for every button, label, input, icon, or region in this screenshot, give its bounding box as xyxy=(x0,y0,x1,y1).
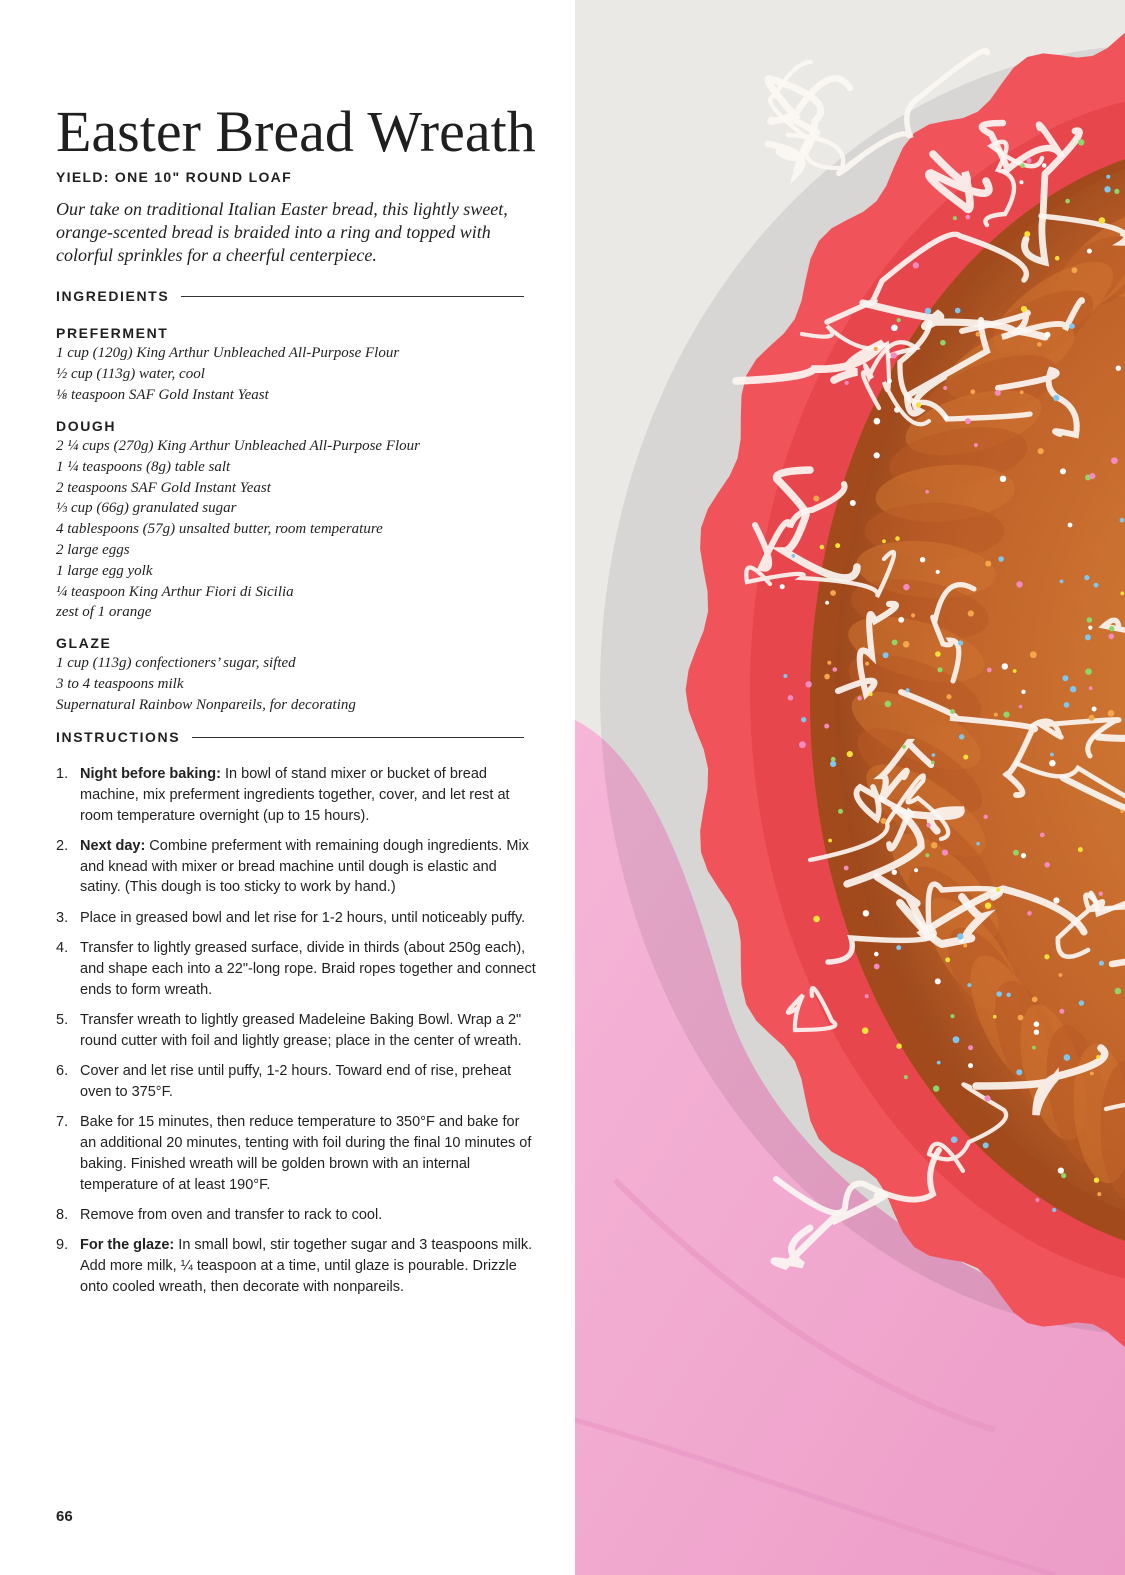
nonpareil xyxy=(933,1085,939,1091)
instruction-step xyxy=(56,836,536,898)
ingredient-item: 2 teaspoons SAF Gold Instant Yeast xyxy=(56,479,271,496)
nonpareil xyxy=(885,701,892,708)
nonpareil xyxy=(863,910,869,916)
nonpareil xyxy=(1055,256,1060,261)
nonpareil xyxy=(1058,1168,1064,1174)
nonpareil xyxy=(874,452,880,458)
nonpareil xyxy=(898,617,904,623)
nonpareil xyxy=(813,916,820,923)
nonpareil xyxy=(985,903,991,909)
nonpareil xyxy=(1007,993,1011,997)
nonpareil xyxy=(920,557,925,562)
preferment-list xyxy=(56,343,536,405)
instructions-heading-label: INSTRUCTIONS xyxy=(56,729,181,745)
dough-heading: DOUGH xyxy=(56,418,117,434)
nonpareil xyxy=(998,556,1004,562)
nonpareil xyxy=(984,815,988,819)
ingredient-item: 2 large eggs xyxy=(56,541,130,558)
step-number: 9. xyxy=(56,1237,69,1254)
ingredient-item: 1 large egg yolk xyxy=(56,562,153,579)
nonpareil xyxy=(1013,669,1017,673)
nonpareil xyxy=(963,944,967,948)
nonpareil xyxy=(1089,686,1093,690)
nonpareil xyxy=(935,651,941,657)
nonpareil xyxy=(882,539,886,543)
nonpareil xyxy=(1040,833,1045,838)
nonpareil xyxy=(1049,760,1055,766)
glaze-list xyxy=(56,653,536,715)
nonpareil xyxy=(1072,267,1078,273)
nonpareil xyxy=(1013,850,1019,856)
step-number: 6. xyxy=(56,1063,69,1080)
nonpareil xyxy=(1090,1072,1094,1076)
nonpareil xyxy=(897,318,901,322)
glaze-heading: GLAZE xyxy=(56,635,112,651)
nonpareil xyxy=(1027,911,1032,916)
nonpareil xyxy=(904,1075,908,1079)
nonpareil xyxy=(1106,175,1110,179)
nonpareil xyxy=(931,842,937,848)
step-text: In small bowl, stir together sugar and 3 teaspoons milk. Add more milk, ¼ teaspoon at a time, until glaze is pourable. Drizzle onto cooled wreath, then decorate with nonpareils. xyxy=(80,1237,533,1295)
nonpareil xyxy=(896,1043,902,1049)
recipe-intro: Our take on traditional Italian Easter bread, this lightly sweet, orange-scented bread is braided into a ring and topped with colorful sprinkles for a cheerful centerpiece. xyxy=(56,199,508,265)
instruction-step xyxy=(56,1112,536,1195)
nonpareil xyxy=(987,668,992,673)
nonpareil xyxy=(911,613,915,617)
nonpareil xyxy=(892,640,898,646)
nonpareil xyxy=(883,652,889,658)
step-text: In bowl of stand mixer or bucket of bread machine, mix preferment ingredients together, cover, and let rest at room temperature overnight (up to 15 hours). xyxy=(80,766,510,824)
step-lead: Next day: xyxy=(80,837,146,854)
nonpareil xyxy=(1111,457,1118,464)
nonpareil xyxy=(1065,199,1070,204)
nonpareil xyxy=(1084,575,1089,580)
nonpareil xyxy=(813,496,819,502)
nonpareil xyxy=(946,694,951,699)
nonpareil xyxy=(1096,1055,1100,1059)
nonpareil xyxy=(940,340,946,346)
nonpareil xyxy=(955,308,961,314)
step-text: Place in greased bowl and let rise for 1-2 hours, until noticeably puffy. xyxy=(80,909,526,926)
nonpareil xyxy=(874,952,879,957)
nonpareil xyxy=(1042,163,1047,168)
nonpareil xyxy=(958,640,963,645)
nonpareil xyxy=(974,443,978,447)
ingredient-item: ⅛ teaspoon SAF Gold Instant Yeast xyxy=(56,386,269,403)
nonpareil xyxy=(996,888,1000,892)
ingredient-item: ½ cup (113g) water, cool xyxy=(56,365,205,382)
step-text: Transfer to lightly greased surface, divide in thirds (about 250g each), and shape each into a 22"-long rope. Braid ropes together and connect ends to form wreath. xyxy=(80,940,536,998)
nonpareil xyxy=(985,561,991,567)
nonpareil xyxy=(1088,626,1092,630)
nonpareil xyxy=(995,390,1001,396)
nonpareil xyxy=(1019,180,1023,184)
nonpareil xyxy=(896,945,901,950)
nonpareil xyxy=(1087,617,1093,623)
nonpareil xyxy=(1064,1054,1071,1061)
nonpareil xyxy=(976,332,981,337)
nonpareil xyxy=(1062,675,1068,681)
ingredient-item: 3 to 4 teaspoons milk xyxy=(56,675,184,692)
step-text: Remove from oven and transfer to rack to cool. xyxy=(80,1206,383,1223)
nonpareil xyxy=(1032,997,1038,1003)
nonpareil xyxy=(1024,231,1030,237)
nonpareil xyxy=(970,389,975,394)
nonpareil xyxy=(825,601,829,605)
nonpareil xyxy=(824,674,830,680)
ingredient-item: ⅓ cup (66g) granulated sugar xyxy=(56,500,237,517)
nonpareil xyxy=(967,983,971,987)
instruction-step xyxy=(56,908,536,929)
nonpareil xyxy=(942,850,948,856)
nonpareil xyxy=(1000,476,1006,482)
step-number: 7. xyxy=(56,1114,69,1131)
nonpareil xyxy=(788,695,794,701)
nonpareil xyxy=(1021,690,1025,694)
nonpareil xyxy=(1120,518,1125,523)
nonpareil xyxy=(932,753,936,757)
nonpareil xyxy=(1053,395,1059,401)
nonpareil xyxy=(828,839,832,843)
nonpareil xyxy=(865,994,869,998)
nonpareil xyxy=(874,964,880,970)
ingredient-item: 1 cup (120g) King Arthur Unbleached All-Purpose Flour xyxy=(56,345,400,361)
step-number: 4. xyxy=(56,940,69,957)
nonpareil xyxy=(1114,189,1119,194)
nonpareil xyxy=(799,741,806,748)
nonpareil xyxy=(824,724,829,729)
nonpareil xyxy=(950,709,955,714)
step-number: 2. xyxy=(56,837,69,854)
nonpareil xyxy=(1044,862,1050,868)
nonpareil xyxy=(953,1036,960,1043)
nonpareil xyxy=(902,745,906,749)
ingredient-item: 4 tablespoons (57g) unsalted butter, room temperature xyxy=(56,521,383,538)
nonpareil xyxy=(968,1045,973,1050)
nonpareil xyxy=(835,543,840,548)
nonpareil xyxy=(783,674,787,678)
nonpareil xyxy=(891,325,898,332)
instructions-rule xyxy=(192,737,524,738)
nonpareil xyxy=(926,823,931,828)
step-text: Combine preferment with remaining dough ingredients. Mix and knead with mixer or bread machine until dough is elastic and satiny. (This dough is too sticky to work by hand.) xyxy=(80,837,529,896)
instruction-step xyxy=(56,1061,536,1103)
nonpareil xyxy=(1104,186,1110,192)
nonpareil xyxy=(780,584,785,589)
nonpareil xyxy=(1016,581,1022,587)
nonpareil xyxy=(1052,1208,1056,1212)
nonpareil xyxy=(936,570,940,574)
nonpareil xyxy=(965,418,971,424)
nonpareil xyxy=(957,933,963,939)
nonpareil xyxy=(1026,158,1031,163)
instruction-step xyxy=(56,1235,536,1297)
instruction-step xyxy=(56,938,536,1000)
nonpareil xyxy=(820,545,825,550)
nonpareil xyxy=(993,1015,997,1019)
nonpareil xyxy=(1109,626,1114,631)
nonpareil xyxy=(1035,1198,1039,1202)
nonpareil xyxy=(1044,954,1049,959)
nonpareil xyxy=(1032,1046,1036,1050)
nonpareil xyxy=(865,662,869,666)
nonpareil xyxy=(963,755,968,760)
recipe-title: Easter Bread Wreath xyxy=(56,99,536,164)
nonpareil xyxy=(847,751,853,757)
nonpareil xyxy=(1079,1000,1084,1005)
wreath-photo xyxy=(575,0,1125,1575)
nonpareil xyxy=(891,352,897,358)
recipe-yield: YIELD: ONE 10" ROUND LOAF xyxy=(56,169,292,185)
nonpareil xyxy=(1087,249,1092,254)
nonpareil xyxy=(951,1136,958,1143)
nonpareil xyxy=(894,407,900,413)
step-text: Transfer wreath to lightly greased Madeleine Baking Bowl. Wrap a 2" round cutter with foil and lightly grease; place in the center of wreath. xyxy=(80,1011,522,1049)
nonpareil xyxy=(925,853,929,857)
nonpareil xyxy=(1094,583,1099,588)
ingredients-rule xyxy=(181,296,524,297)
nonpareil xyxy=(1094,1178,1099,1183)
nonpareil xyxy=(1002,663,1008,669)
nonpareil xyxy=(1018,1015,1024,1021)
nonpareil xyxy=(862,1027,869,1034)
ingredient-item: 1 ¼ teaspoons (8g) table salt xyxy=(56,458,231,475)
nonpareil xyxy=(1021,853,1026,858)
instruction-step xyxy=(56,764,536,826)
ingredient-item: zest of 1 orange xyxy=(56,604,152,621)
nonpareil xyxy=(1034,1021,1040,1027)
nonpareil xyxy=(1069,323,1075,329)
nonpareil xyxy=(833,667,838,672)
nonpareil xyxy=(914,868,918,872)
ingredient-item: 1 cup (113g) confectioners’ sugar, sifted xyxy=(56,655,296,671)
ingredient-item: Supernatural Rainbow Nonpareils, for decorating xyxy=(56,696,356,713)
ingredients-heading-label: INGREDIENTS xyxy=(56,288,170,304)
nonpareil xyxy=(1037,342,1042,347)
nonpareil xyxy=(968,610,974,616)
nonpareil xyxy=(906,688,910,692)
nonpareil xyxy=(895,536,900,541)
preferment-heading: PREFERMENT xyxy=(56,325,169,341)
instruction-step xyxy=(56,1205,536,1226)
nonpareil xyxy=(844,866,849,871)
nonpareil xyxy=(959,734,964,739)
nonpareil xyxy=(1050,753,1054,757)
nonpareil xyxy=(916,402,921,407)
nonpareil xyxy=(903,641,910,648)
nonpareil xyxy=(1120,592,1124,596)
nonpareil xyxy=(1070,686,1076,692)
step-text: Cover and let rise until puffy, 1-2 hours. Toward end of rise, preheat oven to 375°F. xyxy=(80,1063,512,1100)
nonpareil xyxy=(966,215,971,220)
nonpareil xyxy=(1078,139,1084,145)
nonpareil xyxy=(1092,707,1097,712)
nonpareil xyxy=(983,1142,989,1148)
nonpareil xyxy=(903,584,909,590)
nonpareil xyxy=(925,490,929,494)
nonpareil xyxy=(892,870,897,875)
ingredient-item: ¼ teaspoon King Arthur Fiori di Sicilia xyxy=(56,583,294,600)
nonpareil xyxy=(874,418,881,425)
nonpareil xyxy=(827,661,831,665)
step-number: 1. xyxy=(56,766,69,782)
nonpareil xyxy=(913,262,919,268)
step-number: 8. xyxy=(56,1206,69,1223)
nonpareil xyxy=(945,957,950,962)
nonpareil xyxy=(1053,897,1059,903)
nonpareil xyxy=(792,554,796,558)
nonpareil xyxy=(845,381,849,385)
nonpareil xyxy=(857,696,861,700)
nonpareil xyxy=(1020,163,1025,168)
nonpareil xyxy=(1085,668,1092,675)
nonpareil xyxy=(937,667,942,672)
nonpareil xyxy=(1016,1069,1022,1075)
nonpareil xyxy=(1060,468,1066,474)
nonpareil xyxy=(1003,712,1009,718)
instruction-steps xyxy=(56,764,536,1307)
nonpareil xyxy=(931,761,935,765)
nonpareil xyxy=(1061,1173,1066,1178)
nonpareil xyxy=(887,379,892,384)
nonpareil xyxy=(830,590,836,596)
nonpareil xyxy=(1078,847,1083,852)
nonpareil xyxy=(1060,580,1064,584)
nonpareil xyxy=(1019,705,1023,709)
nonpareil xyxy=(1099,892,1103,896)
nonpareil xyxy=(1099,217,1106,224)
nonpareil xyxy=(976,842,980,846)
page-number: 66 xyxy=(56,1508,73,1525)
nonpareil xyxy=(925,308,931,314)
wreath-illustration xyxy=(575,0,1125,1575)
nonpareil xyxy=(1045,332,1051,338)
nonpareil xyxy=(943,386,947,390)
nonpareil xyxy=(937,1061,941,1065)
nonpareil xyxy=(1068,523,1073,528)
nonpareil xyxy=(1108,710,1115,717)
nonpareil xyxy=(1059,973,1063,977)
nonpareil xyxy=(805,681,811,687)
nonpareil xyxy=(1109,634,1115,640)
nonpareil xyxy=(943,415,948,420)
nonpareil xyxy=(1034,1030,1039,1035)
nonpareil xyxy=(1120,809,1124,813)
step-number: 3. xyxy=(56,909,69,926)
instruction-step xyxy=(56,1010,536,1052)
nonpareil xyxy=(1021,306,1027,312)
nonpareil xyxy=(830,761,836,767)
nonpareil xyxy=(1089,473,1095,479)
step-text: Bake for 15 minutes, then reduce temperature to 350°F and bake for an additional 20 minutes, tenting with foil during the final 10 minutes of baking. Finished wreath will be golden brown with an internal temperature of at least 190°F. xyxy=(80,1114,532,1193)
nonpareil xyxy=(968,1063,973,1068)
nonpareil xyxy=(1097,1192,1101,1196)
nonpareil xyxy=(801,717,806,722)
nonpareil xyxy=(1038,448,1044,454)
nonpareil xyxy=(874,347,878,351)
nonpareil xyxy=(950,1014,954,1018)
nonpareil xyxy=(1089,715,1095,721)
nonpareil xyxy=(1116,366,1121,371)
nonpareil xyxy=(994,713,998,717)
nonpareil xyxy=(1085,634,1091,640)
nonpareil xyxy=(1059,1009,1064,1014)
nonpareil xyxy=(880,818,886,824)
nonpareil xyxy=(1020,390,1024,394)
nonpareil xyxy=(953,216,957,220)
instructions-heading xyxy=(56,727,524,747)
nonpareil xyxy=(838,809,843,814)
nonpareil xyxy=(1099,961,1104,966)
step-lead: For the glaze: xyxy=(80,1237,175,1254)
nonpareil xyxy=(1030,651,1037,658)
nonpareil xyxy=(935,978,941,984)
dough-list xyxy=(56,436,536,623)
step-number: 5. xyxy=(56,1011,69,1028)
nonpareil xyxy=(850,500,856,506)
ingredient-item: 2 ¼ cups (270g) King Arthur Unbleached All-Purpose Flour xyxy=(56,438,420,454)
nonpareil xyxy=(1064,702,1070,708)
nonpareil xyxy=(1115,988,1122,995)
nonpareil xyxy=(869,692,873,696)
nonpareil xyxy=(996,991,1002,997)
step-lead: Night before baking: xyxy=(80,766,221,782)
nonpareil xyxy=(984,1095,990,1101)
ingredients-heading xyxy=(56,286,524,306)
